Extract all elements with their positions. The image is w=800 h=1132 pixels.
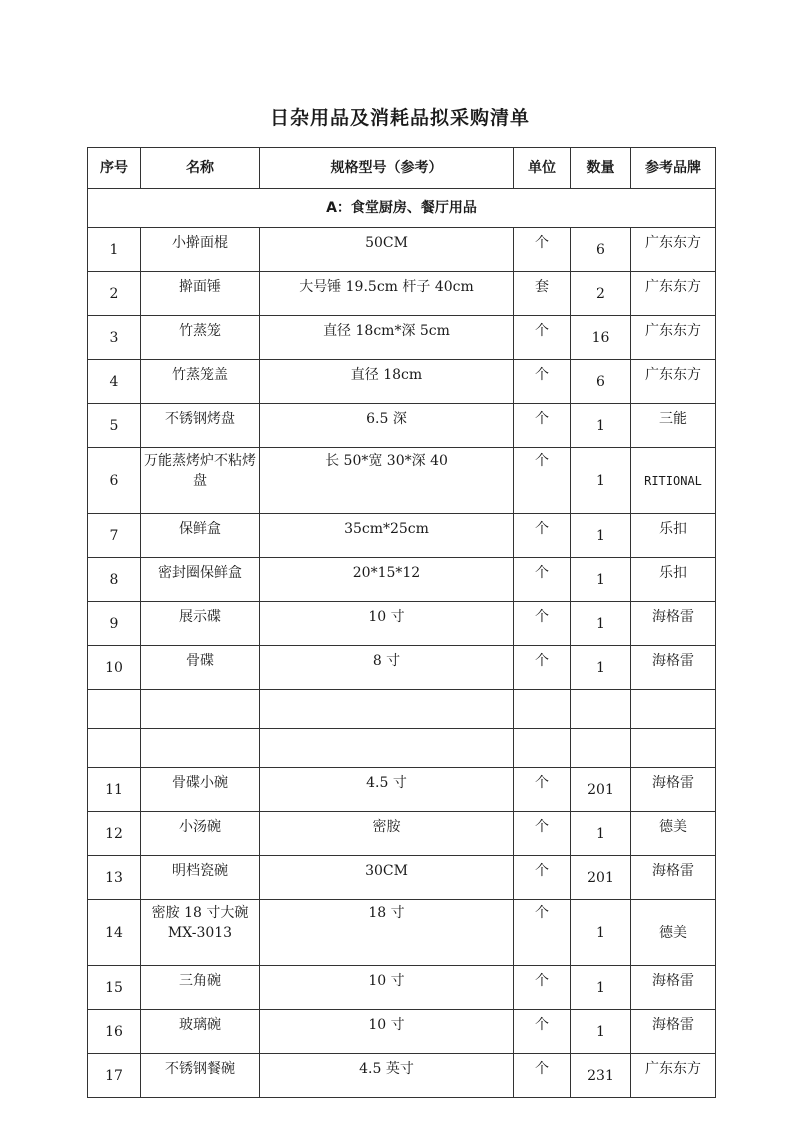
cell-no: 12 [88,812,141,856]
table-row [88,1054,716,1098]
header-name: 名称 [141,148,260,189]
cell-unit: 个 [514,316,571,360]
document-title: 日杂用品及消耗品拟采购清单 [269,107,530,129]
cell-unit: 个 [514,856,571,900]
table-row [88,768,716,812]
cell-unit: 个 [514,448,571,514]
cell-name: 小擀面棍 [141,228,260,272]
cell-spec: 20*15*12 [260,558,514,602]
header-qty: 数量 [571,148,631,189]
cell-qty: 1 [571,448,631,514]
cell-name: 密胺 18 寸大碗 MX-3013 [141,900,260,966]
cell-spec: 10 寸 [260,966,514,1010]
cell-unit: 个 [514,966,571,1010]
table-row [88,404,716,448]
blank-row [88,690,716,729]
cell-unit: 个 [514,646,571,690]
blank-cell [631,690,716,729]
blank-row [88,729,716,768]
cell-brand: 海格雷 [631,966,716,1010]
cell-brand: 海格雷 [631,602,716,646]
blank-cell [141,690,260,729]
cell-spec: 4.5 英寸 [260,1054,514,1098]
table-row [88,602,716,646]
header-no: 序号 [88,148,141,189]
cell-qty: 1 [571,1010,631,1054]
cell-unit: 个 [514,602,571,646]
cell-unit: 个 [514,812,571,856]
cell-name: 保鲜盒 [141,514,260,558]
cell-unit: 个 [514,360,571,404]
table-row [88,856,716,900]
cell-no: 3 [88,316,141,360]
cell-name: 竹蒸笼 [141,316,260,360]
cell-brand: 广东东方 [631,316,716,360]
cell-spec: 长 50*宽 30*深 40 [260,448,514,514]
cell-no: 10 [88,646,141,690]
cell-name: 骨碟小碗 [141,768,260,812]
cell-name: 小汤碗 [141,812,260,856]
cell-no: 14 [88,900,141,966]
cell-no: 5 [88,404,141,448]
cell-qty: 2 [571,272,631,316]
cell-unit: 套 [514,272,571,316]
table-row [88,228,716,272]
section-row [88,189,716,228]
table-row [88,316,716,360]
cell-no: 13 [88,856,141,900]
cell-brand: 德美 [631,812,716,856]
cell-brand: 广东东方 [631,360,716,404]
cell-qty: 1 [571,900,631,966]
cell-spec: 18 寸 [260,900,514,966]
table-row [88,646,716,690]
header-spec: 规格型号（参考） [260,148,514,189]
cell-name: 骨碟 [141,646,260,690]
purchase-table [87,147,716,1098]
cell-spec: 密胺 [260,812,514,856]
blank-cell [514,690,571,729]
cell-spec: 35cm*25cm [260,514,514,558]
cell-no: 7 [88,514,141,558]
cell-no: 2 [88,272,141,316]
blank-cell [571,729,631,768]
cell-qty: 1 [571,966,631,1010]
cell-spec: 50CM [260,228,514,272]
cell-no: 6 [88,448,141,514]
cell-qty: 1 [571,404,631,448]
cell-brand: 海格雷 [631,1010,716,1054]
cell-name: 展示碟 [141,602,260,646]
cell-qty: 201 [571,768,631,812]
blank-cell [631,729,716,768]
cell-brand: 海格雷 [631,646,716,690]
blank-cell [141,729,260,768]
cell-unit: 个 [514,514,571,558]
cell-qty: 1 [571,514,631,558]
blank-cell [88,729,141,768]
cell-unit: 个 [514,1054,571,1098]
cell-qty: 1 [571,646,631,690]
cell-spec: 30CM [260,856,514,900]
cell-spec: 大号锤 19.5cm 杆子 40cm [260,272,514,316]
cell-brand: 三能 [631,404,716,448]
cell-no: 11 [88,768,141,812]
cell-brand: RITIONAL [631,448,716,514]
cell-brand: 广东东方 [631,1054,716,1098]
cell-name: 玻璃碗 [141,1010,260,1054]
cell-qty: 16 [571,316,631,360]
cell-qty: 1 [571,558,631,602]
cell-name: 不锈钢餐碗 [141,1054,260,1098]
cell-qty: 6 [571,360,631,404]
table-row [88,514,716,558]
cell-brand: 广东东方 [631,228,716,272]
header-brand: 参考品牌 [631,148,716,189]
cell-brand: 乐扣 [631,514,716,558]
cell-spec: 4.5 寸 [260,768,514,812]
table-row [88,1010,716,1054]
cell-spec: 直径 18cm*深 5cm [260,316,514,360]
cell-no: 4 [88,360,141,404]
cell-no: 1 [88,228,141,272]
cell-brand: 德美 [631,900,716,966]
cell-unit: 个 [514,1010,571,1054]
cell-unit: 个 [514,768,571,812]
cell-name: 不锈钢烤盘 [141,404,260,448]
table-row [88,966,716,1010]
blank-cell [514,729,571,768]
cell-spec: 直径 18cm [260,360,514,404]
blank-cell [88,690,141,729]
table-row [88,272,716,316]
cell-qty: 201 [571,856,631,900]
cell-name: 三角碗 [141,966,260,1010]
cell-brand: 乐扣 [631,558,716,602]
cell-name: 密封圈保鲜盒 [141,558,260,602]
table-row [88,360,716,404]
cell-no: 16 [88,1010,141,1054]
cell-qty: 231 [571,1054,631,1098]
table-row [88,900,716,966]
cell-qty: 1 [571,812,631,856]
blank-cell [571,690,631,729]
blank-cell [260,729,514,768]
table-row [88,558,716,602]
cell-no: 17 [88,1054,141,1098]
cell-brand: 广东东方 [631,272,716,316]
header-unit: 单位 [514,148,571,189]
section-title: A：食堂厨房、餐厅用品 [88,189,716,228]
cell-brand: 海格雷 [631,768,716,812]
cell-name: 擀面锤 [141,272,260,316]
cell-name: 明档瓷碗 [141,856,260,900]
table-header-row [88,148,716,189]
blank-cell [260,690,514,729]
table-row [88,812,716,856]
cell-qty: 1 [571,602,631,646]
cell-name: 竹蒸笼盖 [141,360,260,404]
table-row [88,448,716,514]
cell-spec: 10 寸 [260,602,514,646]
cell-no: 9 [88,602,141,646]
cell-unit: 个 [514,228,571,272]
cell-name: 万能蒸烤炉不粘烤盘 [141,448,260,514]
cell-spec: 10 寸 [260,1010,514,1054]
cell-no: 15 [88,966,141,1010]
cell-qty: 6 [571,228,631,272]
cell-no: 8 [88,558,141,602]
cell-brand: 海格雷 [631,856,716,900]
cell-unit: 个 [514,404,571,448]
cell-unit: 个 [514,558,571,602]
cell-spec: 6.5 深 [260,404,514,448]
cell-unit: 个 [514,900,571,966]
cell-spec: 8 寸 [260,646,514,690]
